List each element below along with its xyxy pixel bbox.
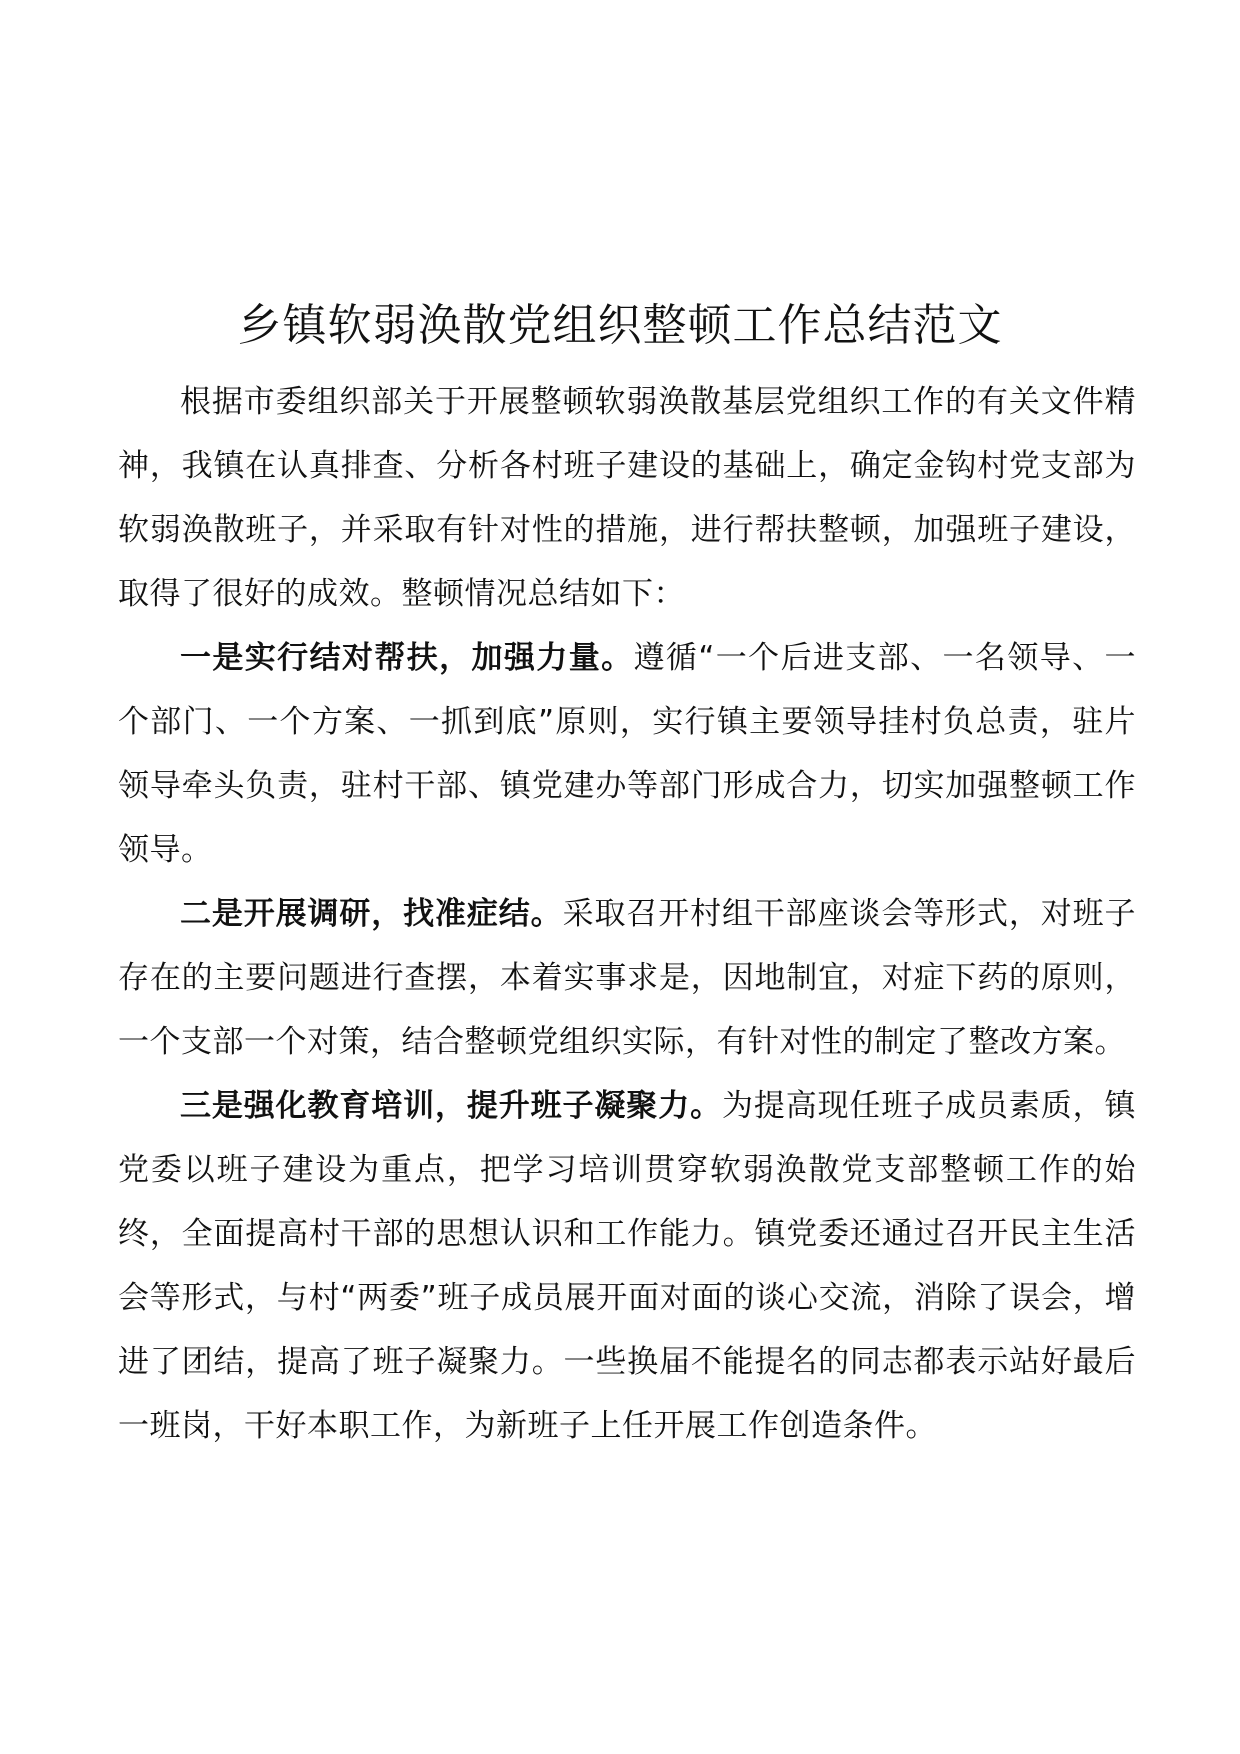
paragraph-lead: 一是实行结对帮扶，加强力量。 bbox=[180, 640, 634, 676]
paragraph-point-2 bbox=[118, 882, 1136, 1074]
document-title: 乡镇软弱涣散党组织整顿工作总结范文 bbox=[237, 300, 1003, 351]
paragraph-point-3 bbox=[118, 1074, 1136, 1458]
paragraph-text: 遵循“一个后进支部、一名领导、一个部门、一个方案、一抓到底”原则，实行镇主要领导挂村负总责，驻片领导牵头负责，驻村干部、镇党建办等部门形成合力，切实加强整顿工作领导。 bbox=[118, 640, 1137, 868]
paragraph-text: 采取召开村组干部座谈会等形式，对班子存在的主要问题进行查摆，本着实事求是，因地制宜，对症下药的原则，一个支部一个对策，结合整顿党组织实际，有针对性的制定了整改方案。 bbox=[118, 896, 1137, 1060]
document-body bbox=[118, 370, 1136, 1458]
paragraph-text: 根据市委组织部关于开展整顿软弱涣散基层党组织工作的有关文件精神，我镇在认真排查、分析各村班子建设的基础上，确定金钩村党支部为软弱涣散班子，并采取有针对性的措施，进行帮扶整顿，加强班子建设，取得了很好的成效。整顿情况总结如下： bbox=[118, 384, 1136, 612]
paragraph-text: 为提高现任班子成员素质，镇党委以班子建设为重点，把学习培训贯穿软弱涣散党支部整顿工作的始终，全面提高村干部的思想认识和工作能力。镇党委还通过召开民主生活会等形式，与村“两委”班子成员展开面对面的谈心交流，消除了误会，增进了团结，提高了班子凝聚力。一些换届不能提名的同志都表示站好最后一班岗，干好本职工作，为新班子上任开展工作创造条件。 bbox=[118, 1088, 1137, 1444]
paragraph-point-1 bbox=[118, 626, 1136, 882]
paragraph-lead: 二是开展调研，找准症结。 bbox=[180, 896, 563, 932]
paragraph-lead: 三是强化教育培训，提升班子凝聚力。 bbox=[180, 1088, 722, 1124]
paragraph-intro bbox=[118, 370, 1136, 626]
